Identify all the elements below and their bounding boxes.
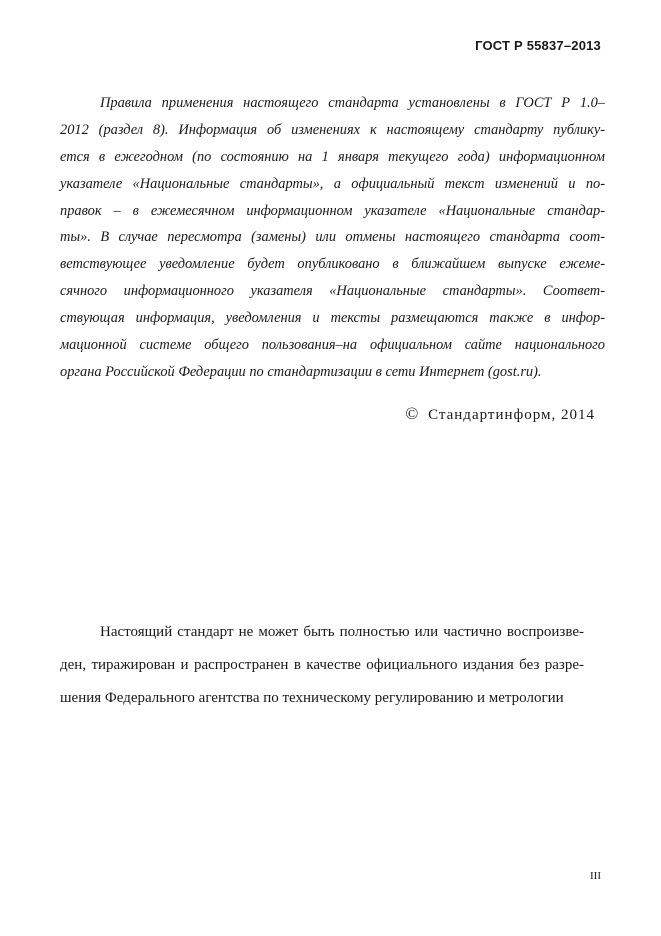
notice-line: сячного информационного указателя «Национальные стандарты». Соответ- (60, 283, 605, 300)
restriction-line: Настоящий стандарт не может быть полностью или частично воспроизве- (100, 624, 584, 640)
amendments-notice (60, 90, 605, 386)
copyright-icon: © (405, 404, 420, 423)
notice-line: ветствующее уведомление будет опубликовано в ближайшем выпуске ежеме- (60, 256, 605, 273)
notice-line: правок – в ежемесячном информационном указателе «Национальные стандар- (60, 202, 605, 219)
page-number: III (590, 870, 601, 882)
copyright-holder: Стандартинформ, (428, 407, 557, 423)
reproduction-restriction (60, 616, 584, 715)
notice-line: ты». В случае пересмотра (замены) или отмены настоящего стандарта соот- (60, 229, 605, 246)
copyright-year: 2014 (561, 407, 595, 423)
copyright-notice (405, 404, 595, 424)
restriction-line: ден, тиражирован и распространен в качестве официального издания без разре- (60, 657, 584, 673)
restriction-line: шения Федерального агентства по техническому регулированию и метрологии (60, 690, 564, 706)
notice-line: ется в ежегодном (по состоянию на 1 января текущего года) информационном (60, 148, 605, 165)
standard-header: ГОСТ Р 55837–2013 (475, 38, 601, 53)
notice-line: мационной системе общего пользования–на официальном сайте национального (60, 337, 605, 354)
notice-line: указателе «Национальные стандарты», а официальный текст изменений и по- (60, 175, 605, 192)
notice-line: 2012 (раздел 8). Информация об изменениях к настоящему стандарту публику- (60, 121, 605, 138)
notice-line: органа Российской Федерации по стандартизации в сети Интернет (gost.ru). (60, 363, 542, 380)
notice-line: Правила применения настоящего стандарта установлены в ГОСТ Р 1.0– (100, 95, 605, 111)
notice-line: ствующая информация, уведомления и тексты размещаются также в инфор- (60, 310, 605, 327)
